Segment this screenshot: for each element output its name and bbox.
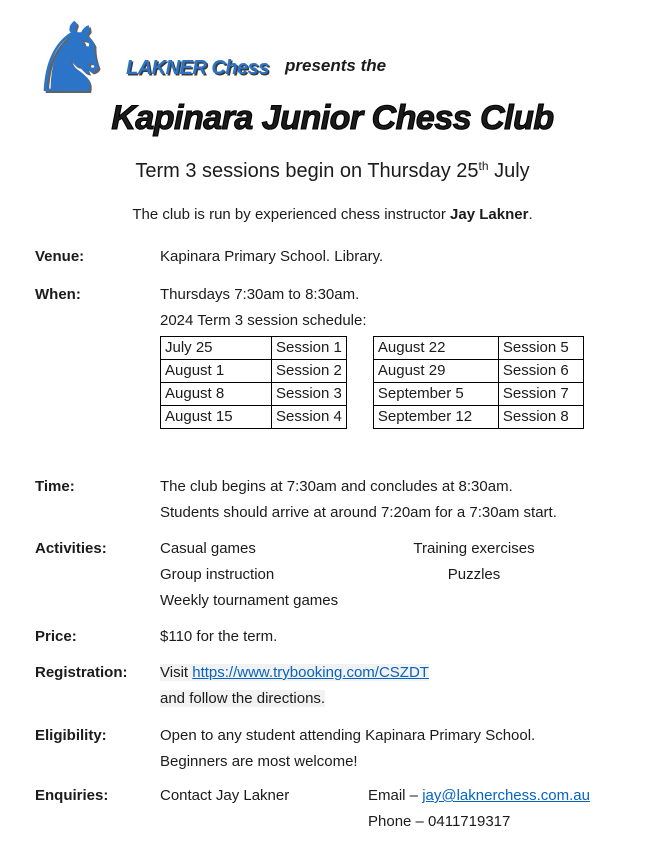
- table-cell: September 5: [373, 383, 498, 406]
- registration-line2: and follow the directions.: [160, 690, 326, 707]
- eligibility-section: [35, 723, 635, 775]
- table-row: [161, 337, 347, 360]
- when-label: When:: [35, 286, 81, 303]
- table-cell: Session 6: [498, 360, 583, 383]
- table-row: [161, 383, 347, 406]
- registration-label: Registration:: [35, 664, 128, 681]
- table-row: [161, 360, 347, 383]
- booking-link[interactable]: https://www.trybooking.com/CSZDT: [192, 664, 429, 681]
- session-schedule: [160, 336, 584, 429]
- schedule-table-1: [160, 336, 347, 429]
- time-line1: The club begins at 7:30am and concludes at 8:30am.: [160, 478, 513, 495]
- list-item: Group instruction: [160, 566, 275, 583]
- registration-pre: Visit: [160, 664, 193, 681]
- presents-text: presents the: [285, 56, 387, 75]
- page-title: Kapinara Junior Chess Club: [111, 99, 554, 137]
- email-link[interactable]: jay@laknerchess.com.au: [422, 787, 590, 804]
- term-start-post: July: [488, 160, 530, 182]
- knight-icon: ♞: [28, 5, 115, 112]
- list-item: Casual games: [160, 540, 256, 557]
- activities-section: [35, 536, 635, 614]
- table-cell: August 22: [373, 337, 498, 360]
- enquiries-label: Enquiries:: [35, 787, 109, 804]
- phone-text: Phone – 0411719317: [368, 813, 511, 830]
- table-cell: August 1: [161, 360, 272, 383]
- venue-label: Venue:: [35, 248, 85, 265]
- instructor-intro: [0, 206, 665, 223]
- price-section: [35, 624, 635, 650]
- table-cell: Session 1: [272, 337, 347, 360]
- registration-section: [35, 660, 635, 712]
- price-label: Price:: [35, 628, 77, 645]
- intro-pre: The club is run by experienced chess instructor: [132, 206, 451, 223]
- table-cell: Session 2: [272, 360, 347, 383]
- list-item: Training exercises: [413, 540, 535, 557]
- intro-post: .: [528, 206, 533, 223]
- term-start-pre: Term 3 sessions begin on Thursday 25: [135, 160, 479, 182]
- brand-logo-text: LAKNER Chess: [126, 57, 269, 79]
- activities-col1: [160, 536, 635, 614]
- list-item: Puzzles: [447, 566, 501, 583]
- time-label: Time:: [35, 478, 75, 495]
- time-line2: Students should arrive at around 7:20am for a 7:30am start.: [160, 504, 557, 521]
- table-cell: August 29: [373, 360, 498, 383]
- email-label: Email –: [368, 787, 423, 804]
- time-section: [35, 474, 635, 526]
- table-cell: Session 8: [498, 406, 583, 429]
- table-cell: Session 5: [498, 337, 583, 360]
- eligibility-line2: Beginners are most welcome!: [160, 753, 358, 770]
- table-cell: August 15: [161, 406, 272, 429]
- term-start-heading: [0, 160, 665, 183]
- venue-text: Kapinara Primary School. Library.: [160, 248, 384, 265]
- table-row: [161, 406, 347, 429]
- ordinal-superscript: th: [478, 159, 489, 173]
- table-cell: September 12: [373, 406, 498, 429]
- table-cell: Session 3: [272, 383, 347, 406]
- table-cell: August 8: [161, 383, 272, 406]
- eligibility-line1: Open to any student attending Kapinara Primary School.: [160, 727, 536, 744]
- table-row: [373, 406, 583, 429]
- eligibility-label: Eligibility:: [35, 727, 107, 744]
- price-text: $110 for the term.: [160, 628, 278, 645]
- venue-section: [35, 244, 635, 270]
- enquiries-contact: Contact Jay Lakner: [160, 787, 290, 804]
- table-cell: Session 7: [498, 383, 583, 406]
- table-row: [373, 383, 583, 406]
- table-cell: Session 4: [272, 406, 347, 429]
- enquiries-section: [35, 783, 635, 830]
- when-line1: Thursdays 7:30am to 8:30am.: [160, 286, 360, 303]
- list-item: Weekly tournament games: [160, 592, 339, 609]
- when-section: [35, 282, 635, 334]
- table-row: [373, 337, 583, 360]
- instructor-name: Jay Lakner: [450, 206, 529, 223]
- table-row: [373, 360, 583, 383]
- activities-label: Activities:: [35, 540, 107, 557]
- when-line2: 2024 Term 3 session schedule:: [160, 312, 367, 329]
- table-cell: July 25: [161, 337, 272, 360]
- activities-col2: [408, 536, 540, 588]
- schedule-table-2: [373, 336, 584, 429]
